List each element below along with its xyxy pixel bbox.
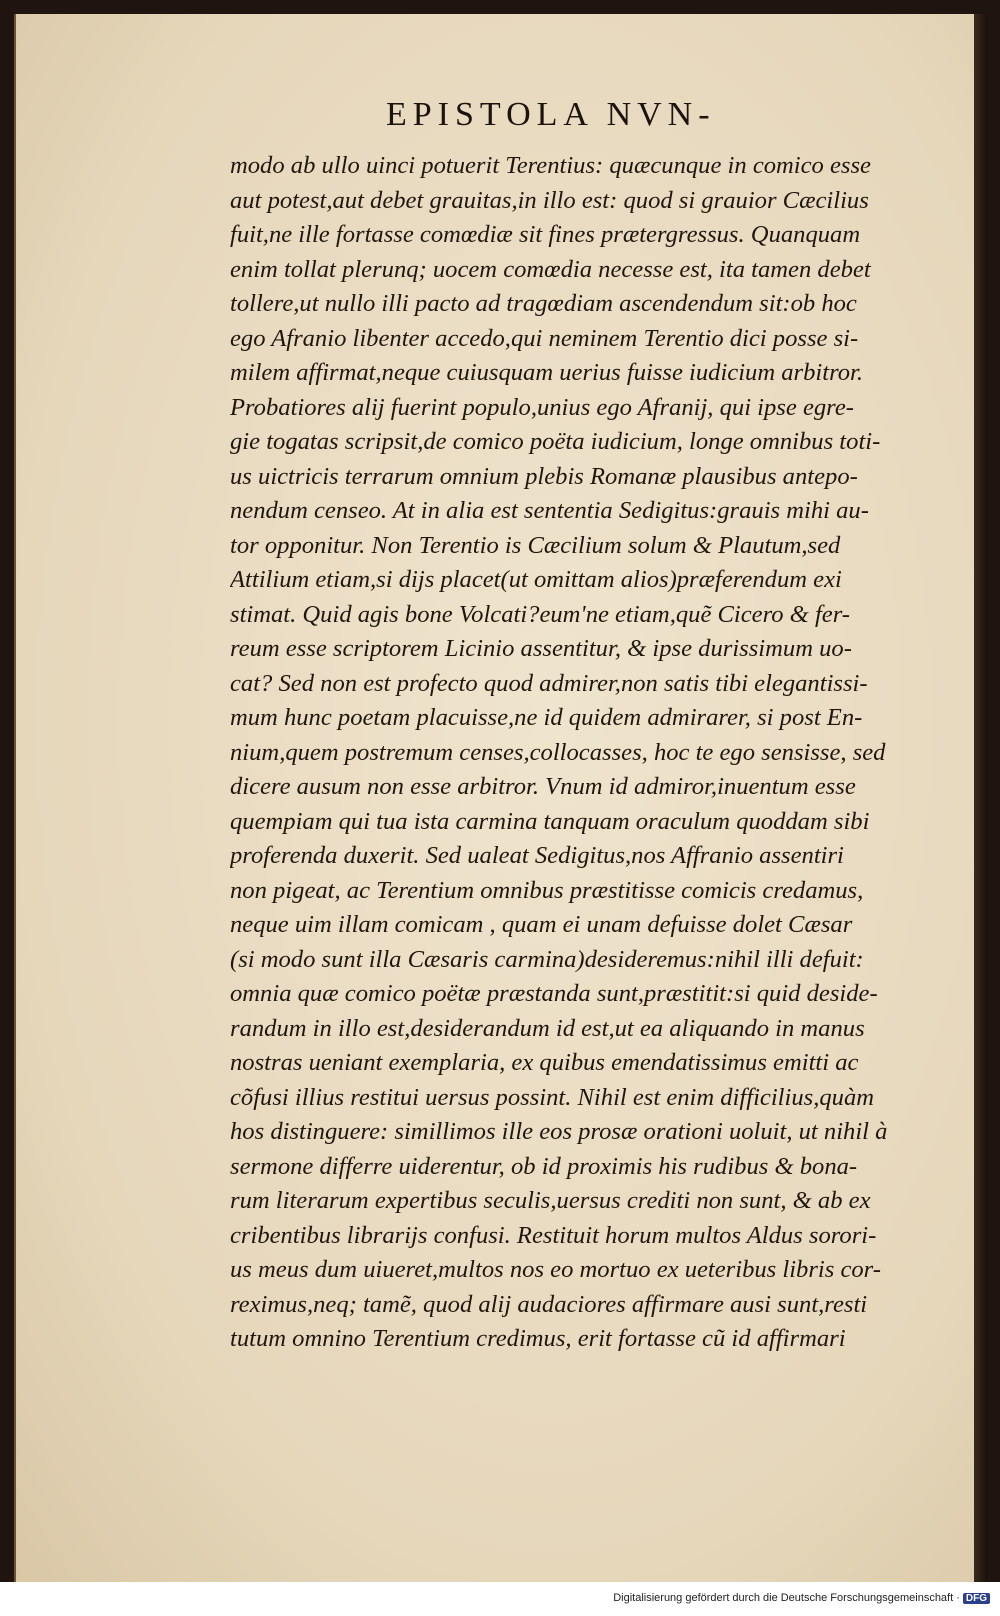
body-text bbox=[230, 149, 930, 1357]
text-line: tor opponitur. Non Terentio is Cæcilium solum & Plautum,sed bbox=[230, 531, 841, 559]
text-line: stimat. Quid agis bone Volcati?eum'ne etiam,quẽ Cicero & fer- bbox=[230, 600, 850, 628]
text-line: rum literarum expertibus seculis,uersus crediti non sunt, & ab ex bbox=[230, 1187, 871, 1214]
text-line: ego Afranio libenter accedo,qui neminem Terentio dici posse si- bbox=[230, 324, 859, 352]
text-line: Probatiores alij fuerint populo,unius ego Afranij, qui ipse egre- bbox=[230, 393, 854, 421]
text-line: reum esse scriptorem Licinio assentitur, & ipse durissimum uo- bbox=[230, 635, 852, 662]
text-line: nendum censeo. At in alia est sententia Sedigitus:grauis mihi au- bbox=[230, 497, 869, 524]
book-spine bbox=[974, 14, 988, 1582]
text-line: cribentibus librarijs confusi. Restituit horum multos Aldus sorori- bbox=[230, 1221, 877, 1249]
text-line: milem affirmat,neque cuiusquam uerius fuisse iudicium arbitror. bbox=[230, 359, 864, 386]
text-line: gie togatas scripsit,de comico poëta iudicium, longe omnibus toti- bbox=[230, 428, 881, 455]
text-line: Attilium etiam,si dijs placet(ut omittam alios)præferendum exi bbox=[230, 566, 842, 593]
text-line: aut potest,aut debet grauitas,in illo est: quod si grauior Cæcilius bbox=[230, 186, 869, 214]
text-line: sermone differre uiderentur, ob id proximis his rudibus & bona- bbox=[230, 1152, 858, 1180]
text-line: cõfusi illius restitui uersus possint. Nihil est enim difficilius,quàm bbox=[230, 1083, 875, 1111]
text-line: (si modo sunt illa Cæsaris carmina)desideremus:nihil illi defuit: bbox=[230, 945, 864, 973]
text-line: neque uim illam comicam , quam ei unam defuisse dolet Cæsar bbox=[230, 911, 853, 938]
text-line: cat? Sed non est profecto quod admirer,non satis tibi elegantissi- bbox=[230, 669, 868, 697]
text-line: quempiam qui tua ista carmina tanquam oraculum quoddam sibi bbox=[230, 807, 870, 835]
text-line: nostras ueniant exemplaria, ex quibus emendatissimus emitti ac bbox=[230, 1049, 859, 1076]
text-line: hos distinguere: simillimos ille eos prosæ orationi uoluit, ut nihil à bbox=[230, 1118, 888, 1145]
text-line: proferenda duxerit. Sed ualeat Sedigitus,nos Affranio assentiri bbox=[230, 842, 844, 869]
text-line: reximus,neq; tamẽ, quod alij audaciores affirmare ausi sunt,resti bbox=[230, 1290, 868, 1318]
text-line: mum hunc poetam placuisse,ne id quidem admirarer, si post En- bbox=[230, 704, 863, 731]
text-line: tollere,ut nullo illi pacto ad tragœdiam ascendendum sit:ob hoc bbox=[230, 290, 857, 317]
text-line: omnia quæ comico poëtæ præstanda sunt,præstitit:si quid deside- bbox=[230, 980, 878, 1007]
text-line: fuit,ne ille fortasse comœdiæ sit fines prætergressus. Quanquam bbox=[230, 221, 861, 248]
text-line: modo ab ullo uinci potuerit Terentius: quæcunque in comico esse bbox=[230, 152, 871, 179]
text-line: dicere ausum non esse arbitror. Vnum id admiror,inuentum esse bbox=[230, 773, 856, 800]
text-line: us meus dum uiueret,multos nos eo mortuo ex ueteribus libris cor- bbox=[230, 1256, 881, 1283]
book-page bbox=[14, 14, 988, 1582]
text-line: nium,quem postremum censes,collocasses, hoc te ego sensisse, sed bbox=[230, 738, 886, 766]
digitization-credit bbox=[613, 1592, 990, 1604]
text-line: enim tollat plerunq; uocem comœdia necesse est, ita tamen debet bbox=[230, 255, 871, 283]
text-line: non pigeat, ac Terentium omnibus præstitisse comicis credamus, bbox=[230, 876, 864, 904]
text-line: tutum omnino Terentium credimus, erit fortasse cũ id affirmari bbox=[230, 1325, 846, 1352]
credit-text: Digitalisierung gefördert durch die Deutsche Forschungsgemeinschaft · bbox=[613, 1592, 960, 1604]
running-header: EPISTOLA NVN- bbox=[386, 96, 716, 133]
text-line: us uictricis terrarum omnium plebis Romanæ plausibus antepo- bbox=[230, 462, 858, 490]
text-line: randum in illo est,desiderandum id est,ut ea aliquando in manus bbox=[230, 1014, 865, 1042]
dfg-logo: DFG bbox=[963, 1593, 990, 1604]
